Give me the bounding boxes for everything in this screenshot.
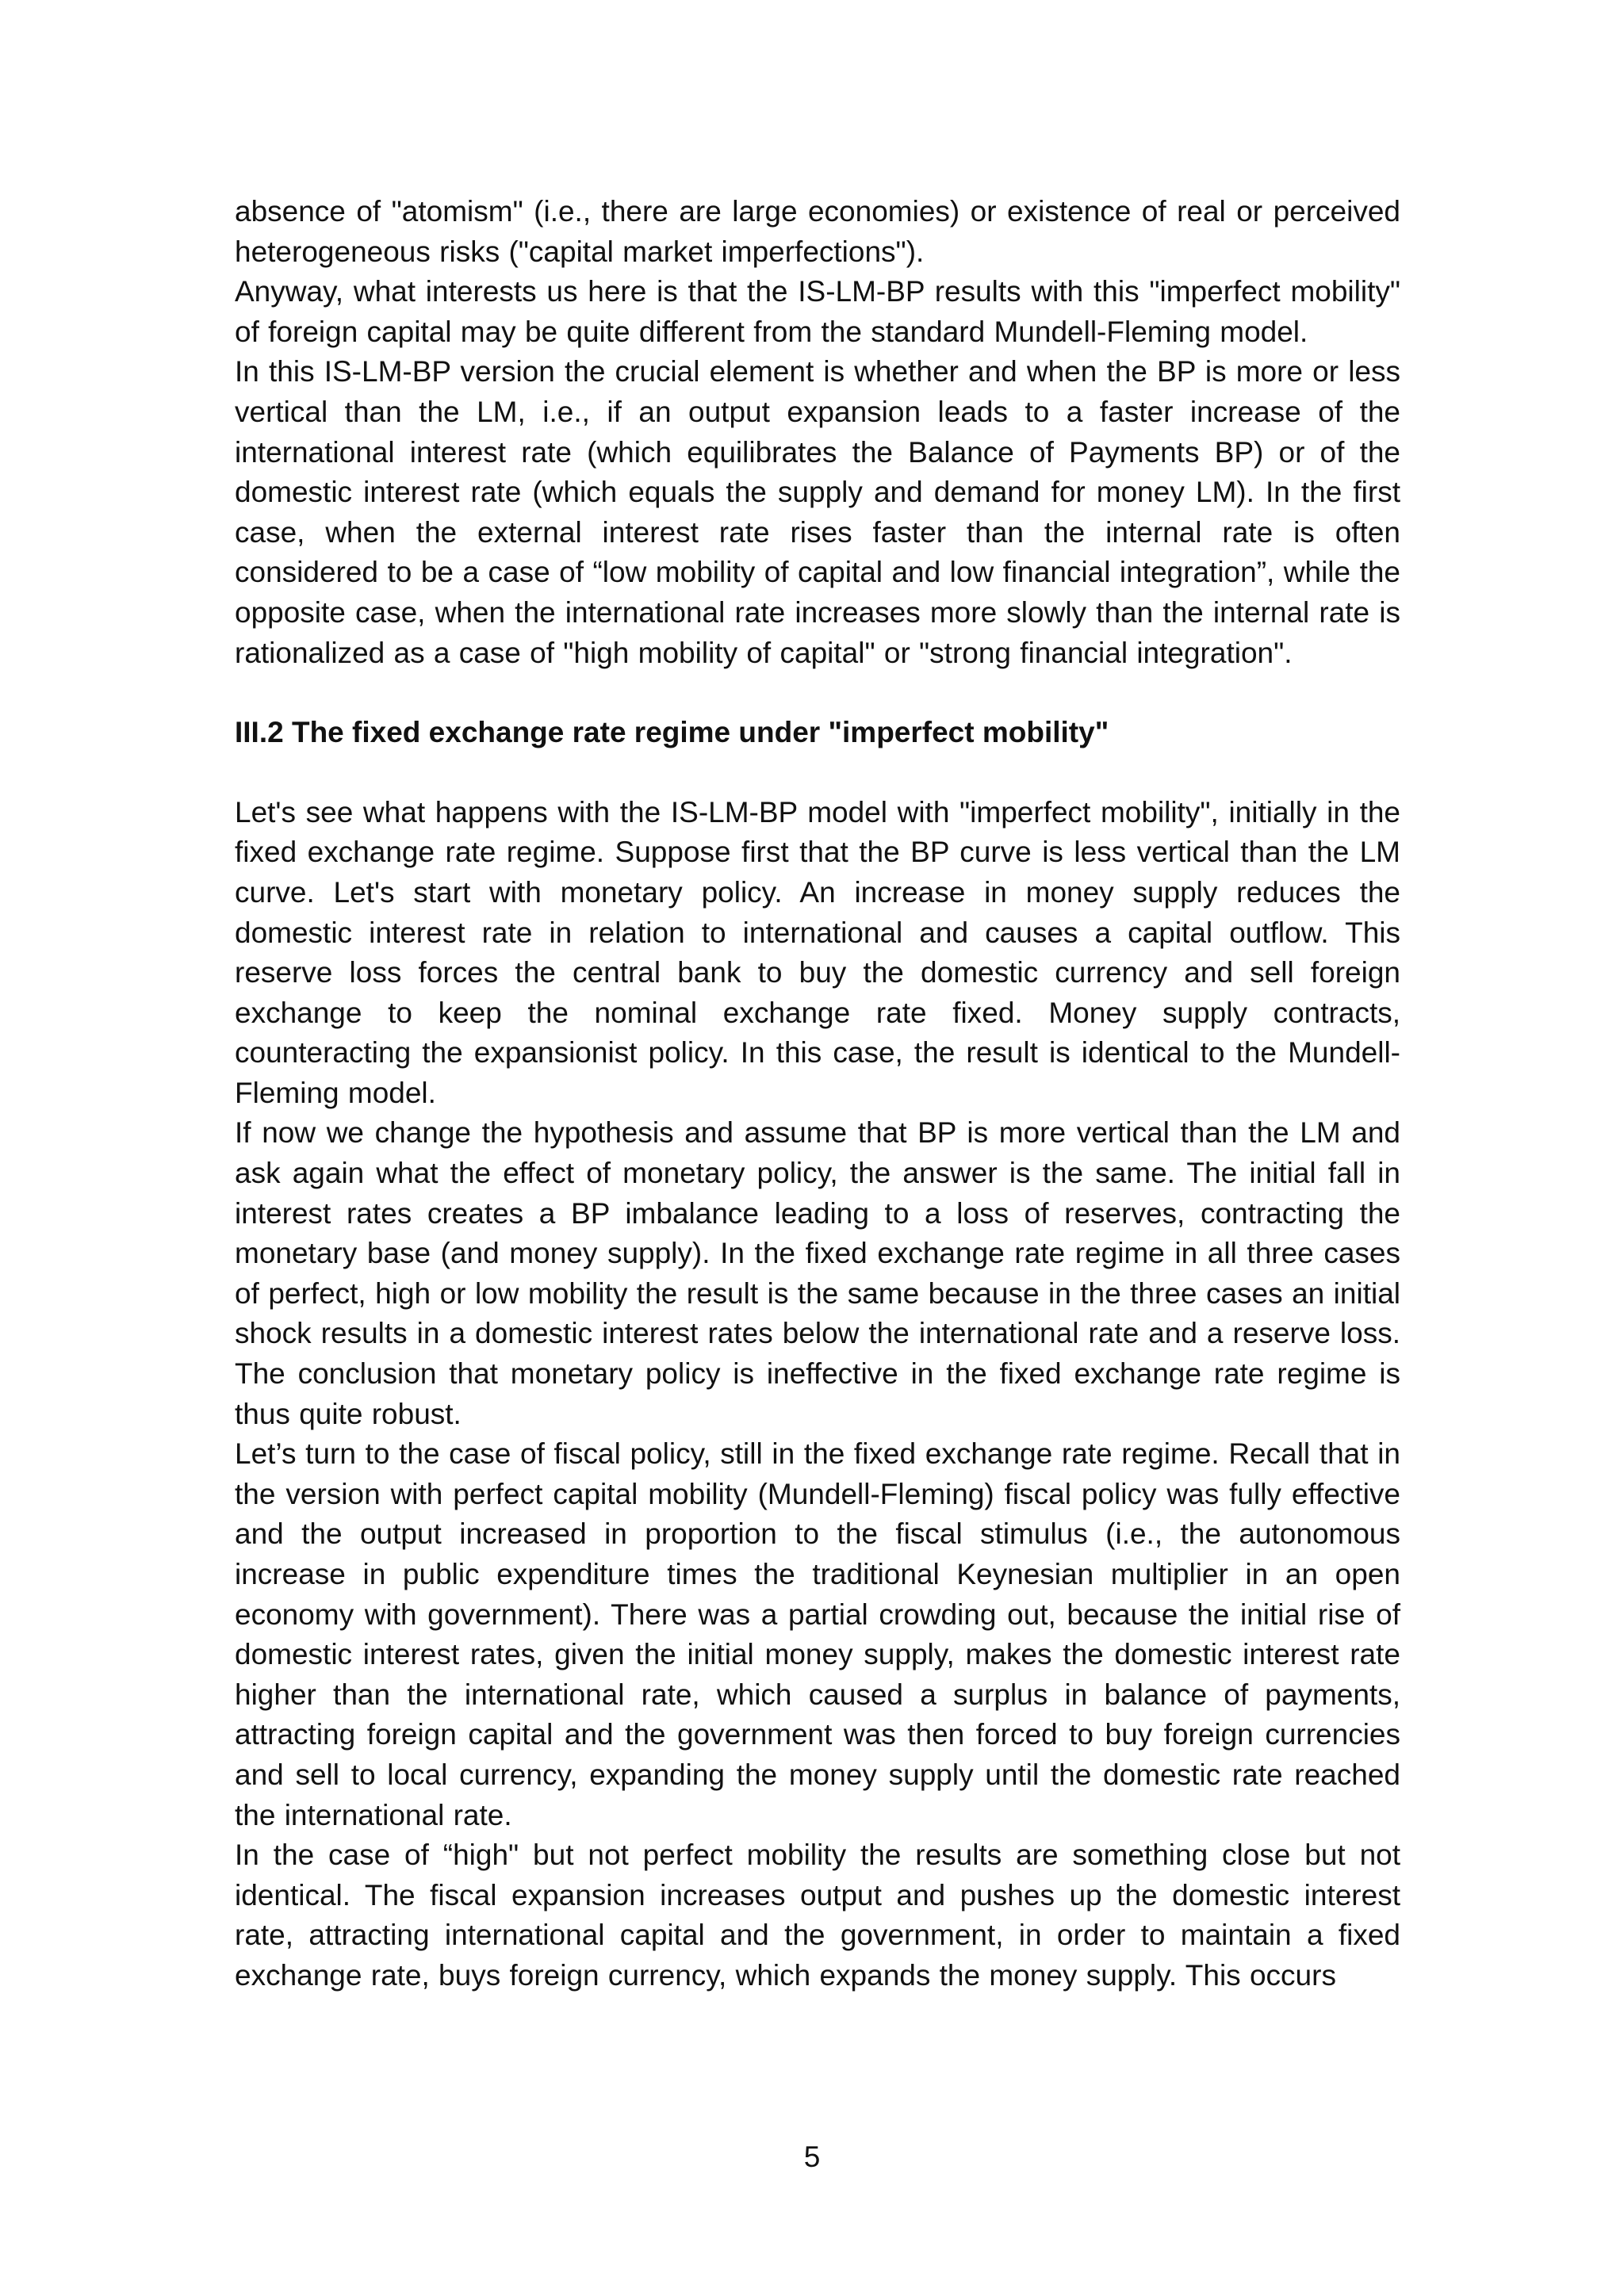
paragraph-bp-vs-lm: In this IS-LM-BP version the crucial element is whether and when the BP is more or less vertical than the LM, i.e., if an output expansion leads to a faster increase of the international interest rate (which equilibrates the Balance of Payments BP) or of the domestic interest rate (which equals the supply and demand for money LM). In the first case, when the external interest rate rises faster than the internal rate is often considered to be a case of “low mobility of capital and low financial integration”, while the opposite case, when the international rate increases more slowly than the internal rate is rationalized as a case of "high mobility of capital" or "strong financial integration". (235, 355, 1400, 669)
page-content (235, 192, 1400, 1996)
paragraph-high-mobility: In the case of “high" but not perfect mobility the results are something close but not identical. The fiscal expansion increases output and pushes up the domestic interest rate, attracting international capital and the government, in order to maintain a fixed exchange rate, buys foreign currency, which expands the money supply. This occurs (235, 1839, 1400, 1992)
section-heading: III.2 The fixed exchange rate regime under "imperfect mobility" (235, 716, 1109, 749)
paragraph-atomism: absence of "atomism" (i.e., there are large economies) or existence of real or perceived heterogeneous risks ("capital market imperfections"). (235, 195, 1400, 268)
paragraph-bp-more-vertical: If now we change the hypothesis and assume that BP is more vertical than the LM and ask again what the effect of monetary policy, the answer is the same. The initial fall in interest rates creates a BP imbalance leading to a loss of reserves, contracting the monetary base (and money supply). In the fixed exchange rate regime in all three cases of perfect, high or low mobility the result is the same because in the three cases an initial shock results in a domestic interest rates below the international rate and a reserve loss. The conclusion that monetary policy is ineffective in the fixed exchange rate regime is thus quite robust. (235, 1116, 1400, 1430)
paragraph-fiscal-policy: Let’s turn to the case of fiscal policy, still in the fixed exchange rate regime. Recall that in the version with perfect capital mobility (Mundell-Fleming) fiscal policy was fully effective and the output increased in proportion to the fiscal stimulus (i.e., the autonomous increase in public expenditure times the traditional Keynesian multiplier in an open economy with government). There was a partial crowding out, because the initial rise of domestic interest rates, given the initial money supply, makes the domestic interest rate higher than the international rate, which caused a surplus in balance of payments, attracting foreign capital and the government was then forced to buy foreign currencies and sell to local currency, expanding the money supply until the domestic rate reached the international rate. (235, 1437, 1400, 1831)
paragraph-monetary-policy: Let's see what happens with the IS-LM-BP model with "imperfect mobility", initially in the fixed exchange rate regime. Suppose first that the BP curve is less vertical than the LM curve. Let's start with monetary policy. An increase in money supply reduces the domestic interest rate in relation to international and causes a capital outflow. This reserve loss forces the central bank to buy the domestic currency and sell foreign exchange to keep the nominal exchange rate fixed. Money supply contracts, counteracting the expansionist policy. In this case, the result is identical to the Mundell-Fleming model. (235, 795, 1400, 1109)
page-number: 5 (803, 2141, 821, 2173)
paragraph-imperfect-mobility: Anyway, what interests us here is that the IS-LM-BP results with this "imperfect mobility" of foreign capital may be quite different from the standard Mundell-Fleming model. (235, 275, 1400, 348)
